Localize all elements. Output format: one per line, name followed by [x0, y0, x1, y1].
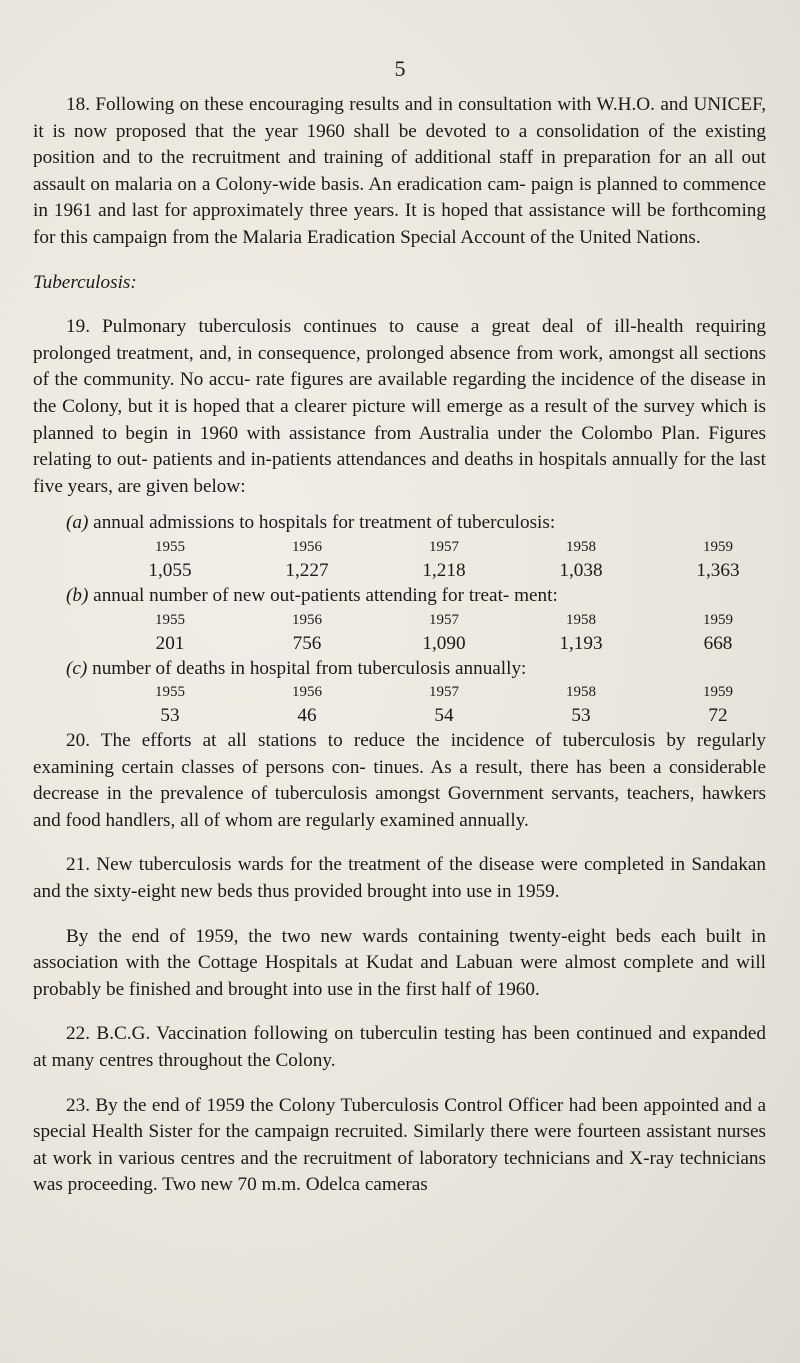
value-cell: 1,193	[559, 632, 603, 654]
paragraph-21-continued: By the end of 1959, the two new wards containing twenty-eight beds each built in association with the Cottage Hospitals at Kudat and Labuan were almost complete and will probably be finished and brought into use in the first half of 1960.	[33, 925, 766, 1000]
table-c-values	[125, 703, 763, 728]
table-a-years	[125, 537, 763, 558]
year-cell: 1959	[703, 538, 733, 555]
value-cell: 46	[297, 705, 317, 727]
value-cell: 668	[703, 632, 733, 654]
table-c-title	[33, 656, 766, 683]
year-cell: 1957	[429, 684, 459, 701]
section-heading-tuberculosis: Tuberculosis:	[33, 271, 137, 293]
paragraph-20: 20. The efforts at all stations to reduce the incidence of tuberculosis by regularly examining certain classes of persons con- tinues. As a result, there has been a considerable decrease in the prevalence of tuberculosis amongst Government servants, teachers, hawkers and food handlers, all of whom are regularly examined annually.	[33, 730, 766, 831]
value-cell: 201	[155, 632, 185, 654]
year-cell: 1956	[292, 684, 322, 701]
page-number: 5	[394, 56, 406, 81]
table-b-label: (b)	[66, 584, 89, 606]
year-cell: 1956	[292, 538, 322, 555]
value-cell: 53	[571, 705, 591, 727]
paragraph-21: 21. New tuberculosis wards for the treatment of the disease were completed in Sandakan and the sixty-eight new beds thus provided brought into use in 1959.	[33, 854, 766, 903]
value-cell: 1,363	[696, 559, 740, 581]
year-cell: 1955	[155, 538, 185, 555]
year-cell: 1958	[566, 538, 596, 555]
table-c	[33, 656, 766, 729]
value-cell: 1,038	[559, 559, 603, 581]
table-b-years	[125, 610, 763, 631]
year-cell: 1957	[429, 538, 459, 555]
page-content	[33, 92, 766, 1199]
table-b-title	[33, 583, 766, 610]
year-cell: 1958	[566, 611, 596, 628]
value-cell: 1,218	[422, 559, 466, 581]
year-cell: 1959	[703, 684, 733, 701]
value-cell: 1,227	[285, 559, 329, 581]
table-b	[33, 583, 766, 656]
value-cell: 54	[434, 705, 454, 727]
table-a-values	[125, 558, 763, 583]
value-cell: 72	[708, 705, 728, 727]
year-cell: 1957	[429, 611, 459, 628]
paragraph-22: 22. B.C.G. Vaccination following on tuberculin testing has been continued and expanded at many centres throughout the Colony.	[33, 1023, 766, 1072]
paragraph-23: 23. By the end of 1959 the Colony Tuberculosis Control Officer had been appointed and a special Health Sister for the campaign recruited. Similarly there were fourteen assistant nurses at work in various centres and the recruitment of laboratory technicians and X-ray technicians was proceeding. Two new 70 m.m. Odelca cameras	[33, 1094, 766, 1196]
year-cell: 1955	[155, 684, 185, 701]
table-a-caption: annual admissions to hospitals for treatment of tuberculosis:	[93, 512, 556, 534]
table-c-caption: number of deaths in hospital from tuberculosis annually:	[92, 657, 527, 679]
value-cell: 756	[292, 632, 322, 654]
year-cell: 1958	[566, 684, 596, 701]
value-cell: 1,055	[148, 559, 192, 581]
year-cell: 1956	[292, 611, 322, 628]
year-cell: 1959	[703, 611, 733, 628]
paragraph-19: 19. Pulmonary tuberculosis continues to cause a great deal of ill-health requiring prolonged treatment, and, in consequence, prolonged absence from work, amongst all sections of the community. No accu- rate figures are available regarding the incidence of the disease in the Colony, but it is hoped that a clearer picture will emerge as a result of the survey which is planned to begin in 1960 with assistance from Australia under the Colombo Plan. Figures relating to out- patients and in-patients attendances and deaths in hospitals annually for the last five years, are given below:	[33, 316, 766, 497]
table-a-title	[33, 510, 766, 537]
year-cell: 1955	[155, 611, 185, 628]
value-cell: 53	[160, 705, 180, 727]
value-cell: 1,090	[422, 632, 466, 654]
table-c-label: (c)	[66, 657, 88, 679]
table-c-years	[125, 682, 763, 703]
table-a-label: (a)	[66, 512, 89, 534]
table-a	[33, 510, 766, 583]
paragraph-18: 18. Following on these encouraging results and in consultation with W.H.O. and UNICEF, it is now proposed that the year 1960 shall be devoted to a consolidation of the existing position and to the recruitment and training of additional staff in preparation for an all out assault on malaria on a Colony-wide basis. An eradication cam- paign is planned to commence in 1961 and last for approximately three years. It is hoped that assistance will be forthcoming for this campaign from the Malaria Eradication Special Account of the United Nations.	[33, 94, 766, 248]
table-b-caption: annual number of new out-patients attending for treat- ment:	[93, 584, 558, 606]
table-b-values	[125, 631, 763, 656]
